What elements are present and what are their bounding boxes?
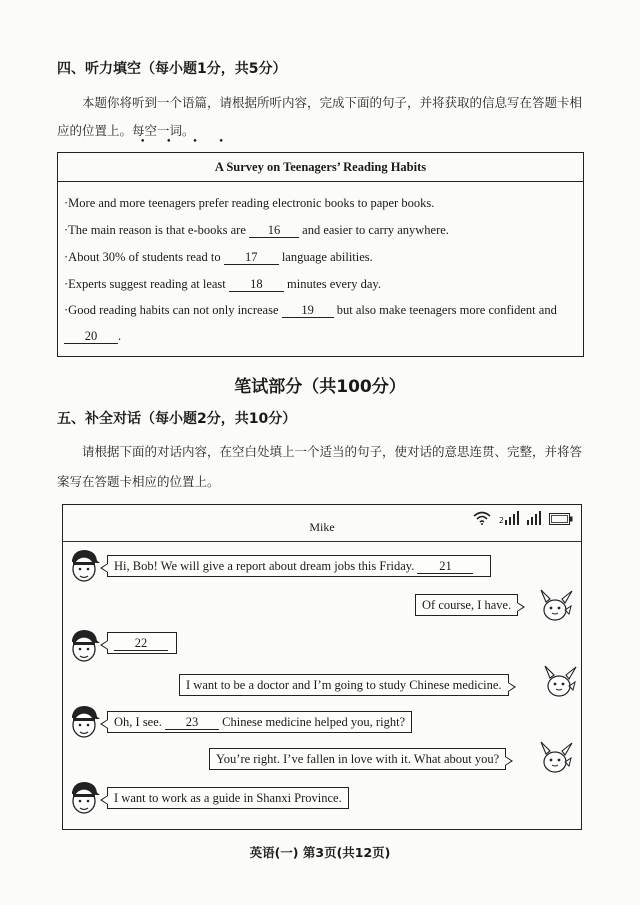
- survey-line: [64, 196, 434, 211]
- survey-line-text: but also make teenagers more confident and: [333, 303, 557, 317]
- message-text: Hi, Bob! We will give a report about dream jobs this Friday.: [114, 559, 418, 573]
- section5-instruction-2: 案写在答题卡相应的位置上。: [57, 474, 220, 489]
- chat-window: [62, 504, 582, 830]
- pikachu-avatar-icon: [542, 664, 578, 700]
- answer-blank-18[interactable]: 18: [229, 277, 284, 292]
- section4-instruction-2: 应的位置上。每空一词。: [57, 123, 195, 138]
- survey-line-text: and easier to carry anywhere.: [299, 223, 449, 237]
- survey-title-row: [58, 153, 583, 182]
- chat-bubble-left: [107, 787, 349, 809]
- written-part-title: 笔试部分（共100分）: [234, 377, 406, 397]
- chat-bubble-left: [107, 632, 177, 654]
- answer-blank-17[interactable]: 17: [224, 250, 279, 265]
- boy-avatar-icon: [68, 548, 100, 584]
- pikachu-avatar-icon: [538, 588, 574, 624]
- message-text: You’re right. I’ve fallen in love with it. What about you?: [216, 752, 500, 766]
- survey-line: [64, 303, 557, 318]
- survey-line: [64, 277, 381, 292]
- survey-line: [64, 329, 121, 344]
- section4-heading: 四、听力填空（每小题1分，共5分）: [57, 61, 287, 77]
- survey-box: [57, 152, 584, 357]
- answer-blank-19[interactable]: 19: [282, 303, 334, 318]
- chat-bubble-right: [179, 674, 509, 696]
- chat-bubble-left: [107, 555, 491, 577]
- pikachu-avatar-icon: [538, 740, 574, 776]
- message-text: Chinese medicine helped you, right?: [219, 715, 406, 729]
- survey-line-text: ·About 30% of students read to: [64, 250, 224, 264]
- survey-line-text: .: [118, 329, 122, 343]
- survey-line-text: ·Good reading habits can not only increase: [64, 303, 282, 317]
- section5-heading: 五、补全对话（每小题2分，共10分）: [57, 411, 297, 427]
- battery-icon: [549, 513, 573, 525]
- section5-instruction-1: 请根据下面的对话内容，在空白处填上一个适当的句子，使对话的意思连贯、完整，并将答: [82, 444, 583, 459]
- boy-avatar-icon: [68, 704, 100, 740]
- status-bar: [473, 511, 573, 525]
- survey-line: [64, 223, 449, 238]
- answer-blank-20[interactable]: 20: [64, 329, 118, 344]
- page-footer: 英语(一) 第3页(共12页): [249, 845, 391, 860]
- boy-avatar-icon: [68, 628, 100, 664]
- survey-line-text: ·More and more teenagers prefer reading electronic books to paper books.: [64, 196, 435, 210]
- answer-blank-22[interactable]: 22: [114, 636, 168, 651]
- message-text: Oh, I see.: [114, 715, 166, 729]
- message-text: I want to work as a guide in Shanxi Province.: [114, 791, 342, 805]
- cellular-signal-icon: [499, 511, 519, 525]
- emphasis-dots: • • • •: [140, 137, 233, 147]
- survey-line-text: minutes every day.: [283, 277, 381, 291]
- survey-line: [64, 250, 373, 265]
- section4-instruction-1: 本题你将听到一个语篇，请根据所听内容，完成下面的句子，并将获取的信息写在答题卡相: [82, 95, 583, 110]
- answer-blank-21[interactable]: 21: [417, 559, 473, 574]
- survey-line-text: ·Experts suggest reading at least: [64, 277, 229, 291]
- chat-bubble-right: [209, 748, 506, 770]
- chat-bubble-left: [107, 711, 412, 733]
- survey-line-text: ·The main reason is that e-books are: [64, 223, 250, 237]
- message-text: I want to be a doctor and I’m going to study Chinese medicine.: [186, 678, 502, 692]
- chat-bubble-right: [415, 594, 518, 616]
- cellular-signal-icon: [527, 511, 541, 525]
- chat-header: [63, 505, 581, 542]
- answer-blank-16[interactable]: 16: [249, 223, 299, 238]
- survey-line-text: language abilities.: [278, 250, 373, 264]
- answer-blank-23[interactable]: 23: [165, 715, 219, 730]
- message-text: Of course, I have.: [422, 598, 512, 612]
- contact-name: Mike: [309, 520, 335, 534]
- boy-avatar-icon: [68, 780, 100, 816]
- wifi-icon: [473, 511, 491, 525]
- survey-title: A Survey on Teenagers’ Reading Habits: [214, 160, 427, 174]
- signal-label: 2: [498, 516, 504, 525]
